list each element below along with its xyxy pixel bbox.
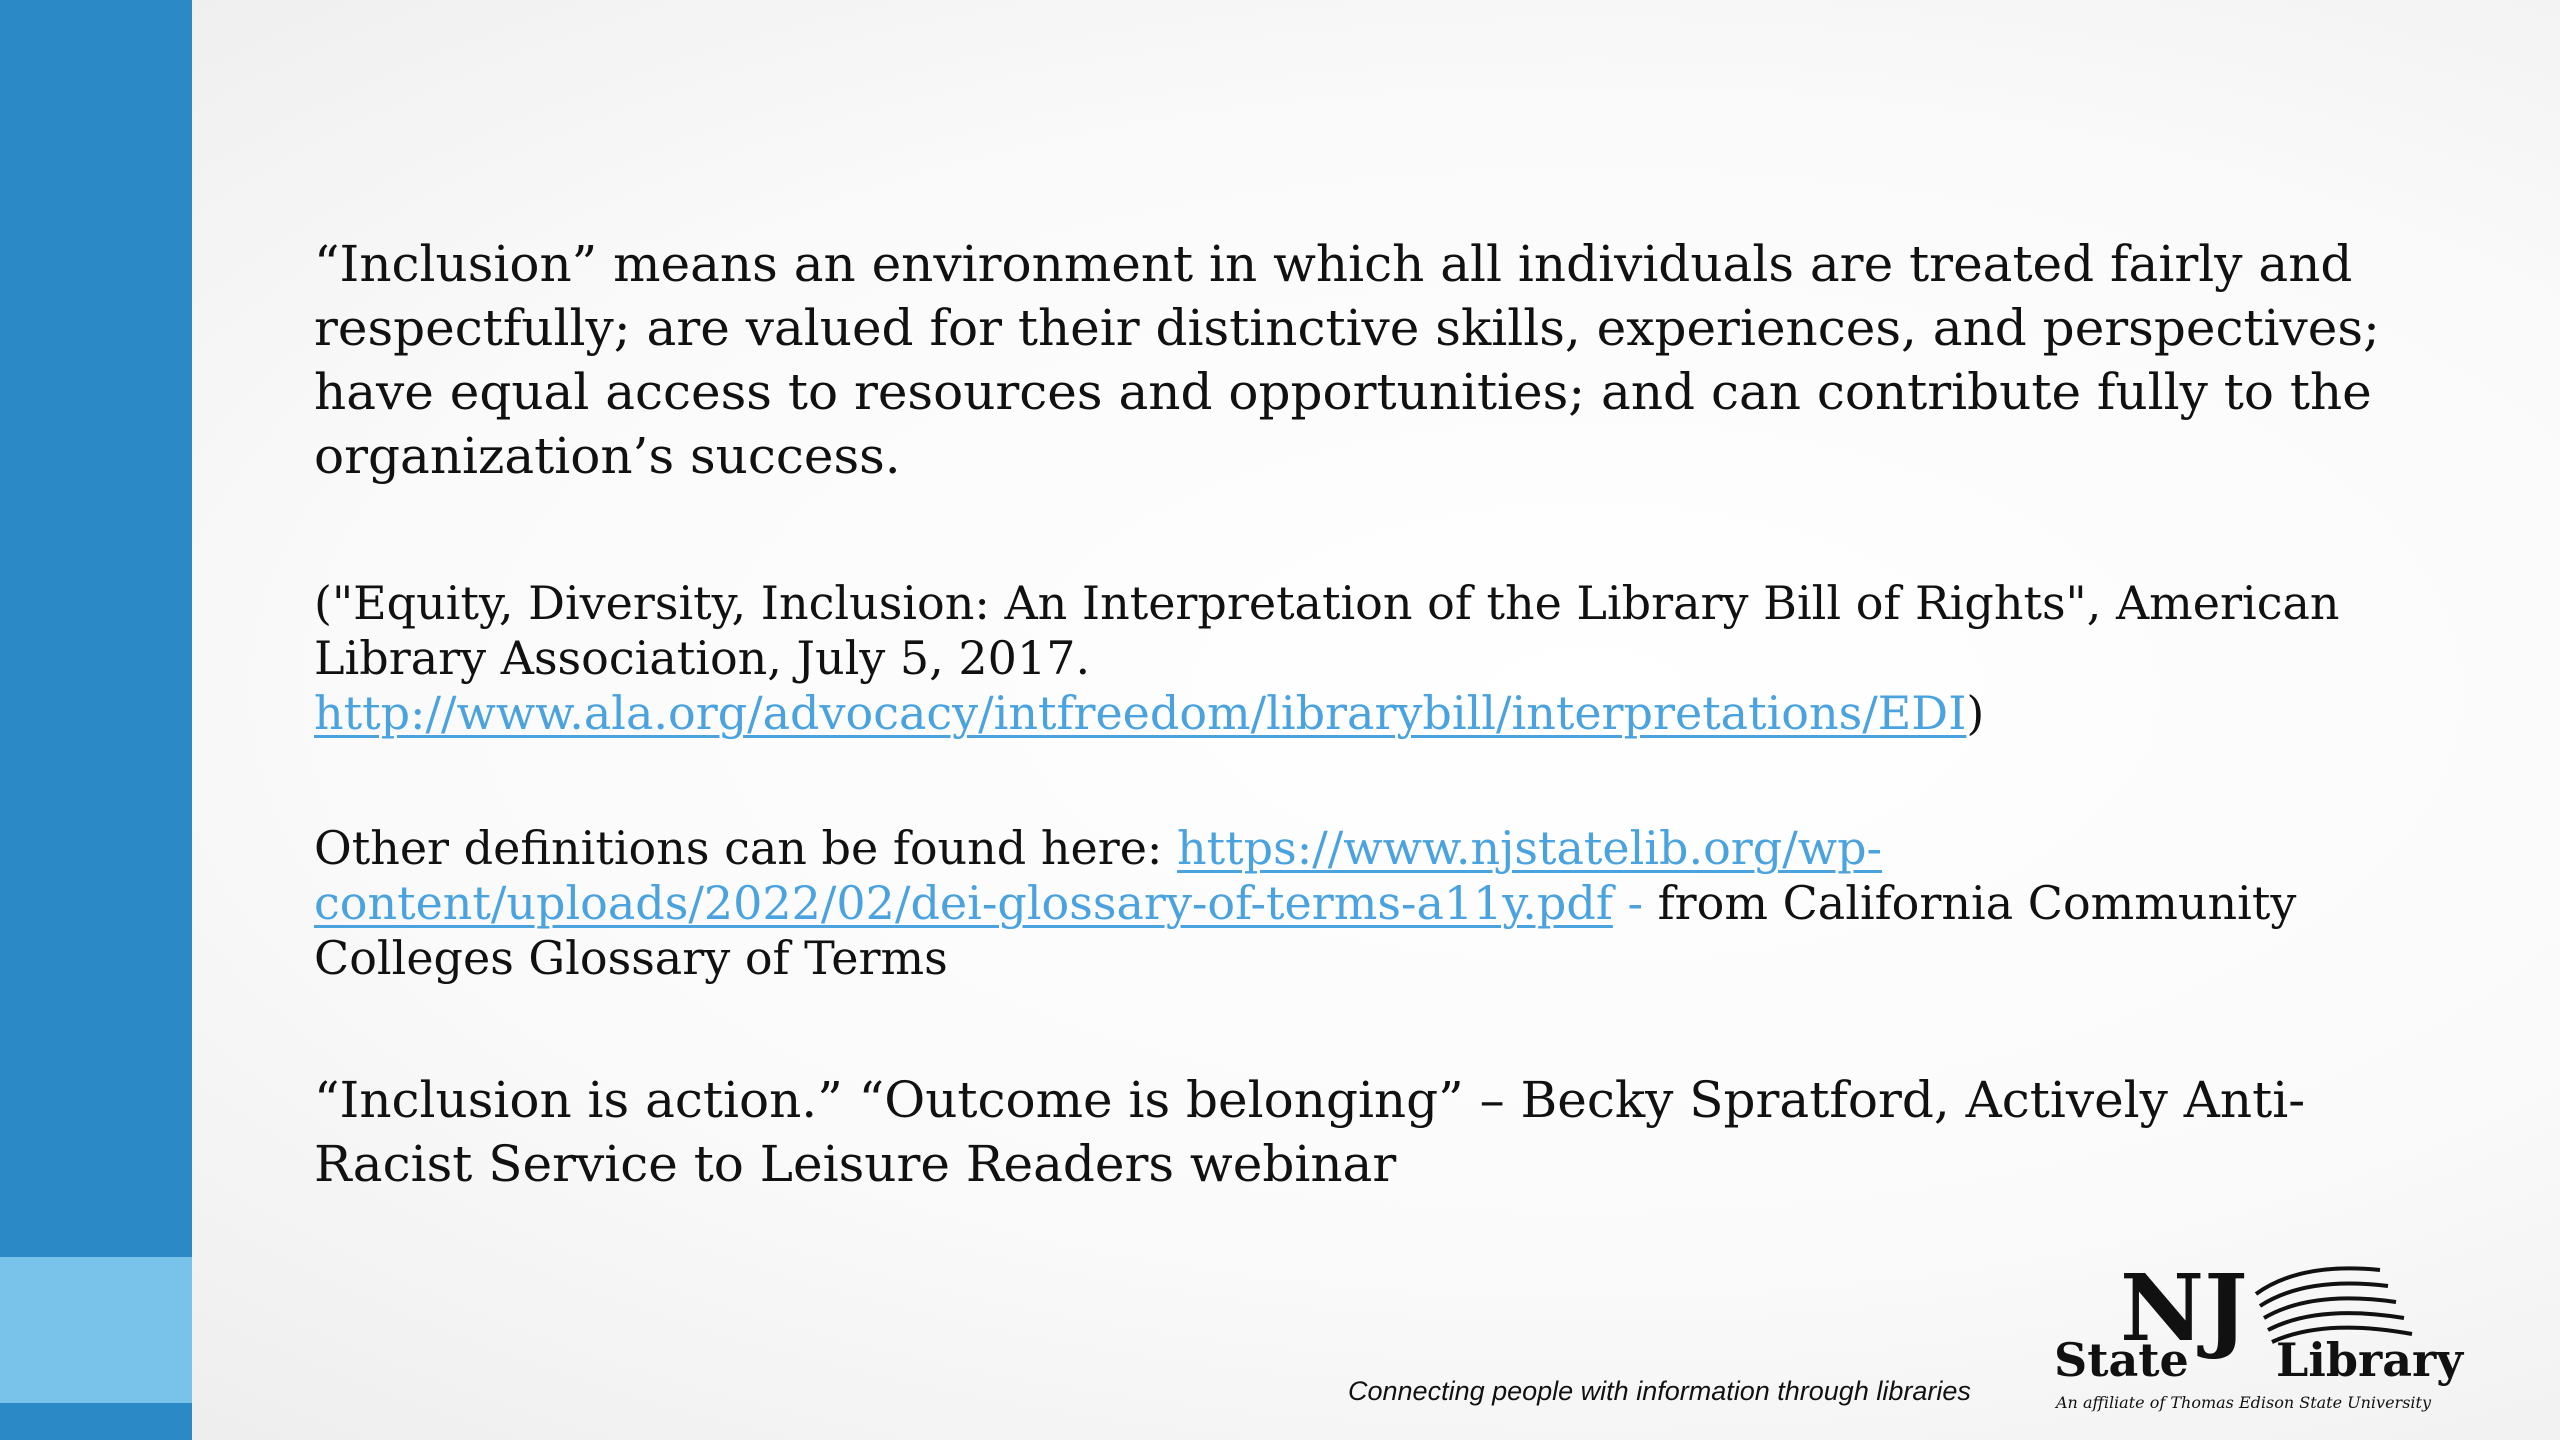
- nj-state-library-logo: [2050, 1258, 2510, 1428]
- logo-nj: NJ: [2120, 1258, 2248, 1362]
- ala-link[interactable]: http://www.ala.org/advocacy/intfreedom/librarybill/interpretations/EDI: [314, 686, 1967, 740]
- glossary-link[interactable]: https://www.njstatelib.org/wp-content/uploads/2022/02/dei-glossary-of-terms-a11y.pdf: [314, 821, 1883, 930]
- sidebar-bar: [0, 0, 192, 1440]
- sidebar-accent-block: [0, 1257, 192, 1403]
- slide-content: [314, 232, 2394, 1196]
- inclusion-definition: “Inclusion” means an environment in which all individuals are treated fairly and respectfully; are valued for their distinctive skills, experiences, and perspectives; have equal access to resources and opportunities; and can contribute fully to the organization’s success.: [314, 235, 2380, 485]
- book-pages-icon: [2256, 1268, 2412, 1342]
- logo-state: State: [2054, 1333, 2189, 1387]
- spratford-quote: “Inclusion is action.” “Outcome is belonging” – Becky Spratford, Actively Anti-Racist Service to Leisure Readers webinar: [314, 1071, 2306, 1193]
- dash-separator: -: [1612, 876, 1658, 930]
- logo-library: Library: [2276, 1333, 2463, 1387]
- logo-affiliate: An affiliate of Thomas Edison State University: [2056, 1393, 2431, 1412]
- citation-close: ): [1966, 686, 1985, 740]
- citation-text: ("Equity, Diversity, Inclusion: An Interpretation of the Library Bill of Rights", American Library Association, July 5, 2017.: [314, 576, 2340, 685]
- citation: [314, 576, 2394, 741]
- other-definitions-suffix: from California Community Colleges Glossary of Terms: [314, 876, 2297, 985]
- sidebar-bottom-strip: [0, 1403, 192, 1440]
- other-definitions-prefix: Other definitions can be found here:: [314, 821, 1178, 875]
- footer-tagline: Connecting people with information through libraries: [1348, 1376, 1971, 1406]
- other-definitions: [314, 821, 2394, 986]
